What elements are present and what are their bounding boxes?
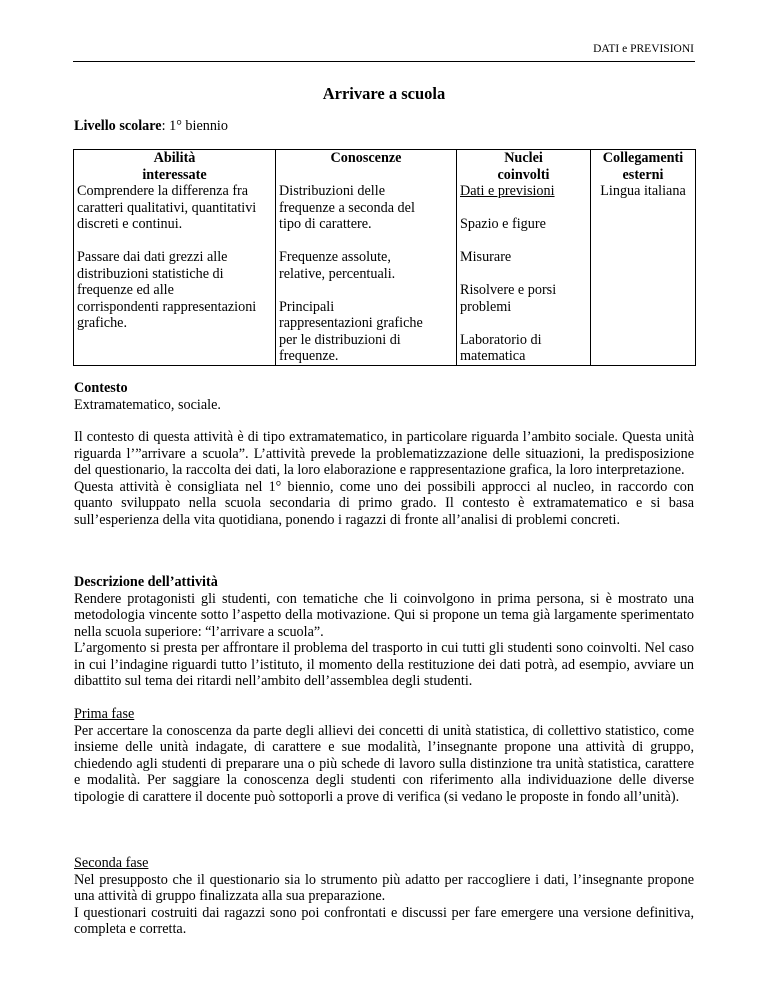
cell-nuclei: Dati e previsioni Spazio e figure Misurare Risolvere e porsi problemi Laboratorio di matematica xyxy=(457,183,591,365)
descrizione-heading: Descrizione dell’attività xyxy=(74,574,218,590)
nucleo-risolvere: Risolvere e porsi xyxy=(460,282,557,298)
prima-fase-heading: Prima fase xyxy=(74,706,135,722)
running-header: DATI e PREVISIONI xyxy=(593,43,694,55)
section-contesto xyxy=(74,380,694,528)
section-seconda-fase xyxy=(74,855,694,938)
cell-conoscenze: Distribuzioni delle frequenze a seconda del tipo di carattere. Frequenze assolute, relative, percentuali. Principali rappresentazioni grafiche per le distribuzioni di frequenze. xyxy=(276,183,457,365)
contesto-para2: Questa attività è consigliata nel 1° biennio, come uno dei possibili approcci al nucleo, in raccordo con quanto sviluppato nella scuola secondaria di primo grado. Il contesto è extramatematico e si basa sull’esperienza della vita quotidiana, ponendo i ragazzi di fronte all’analisi di problemi concreti. xyxy=(74,478,694,528)
nucleo-laboratorio: Laboratorio di xyxy=(460,331,542,348)
section-descrizione xyxy=(74,574,694,690)
header-rule xyxy=(73,61,695,62)
nucleo-dati-previsioni: Dati e previsioni xyxy=(460,183,555,199)
school-level-value: : 1° biennio xyxy=(161,118,228,134)
school-level xyxy=(74,118,228,135)
table-header-row xyxy=(74,150,696,184)
table-row xyxy=(74,183,696,365)
contesto-subtitle: Extramatematico, sociale. xyxy=(74,396,221,413)
seconda-fase-heading: Seconda fase xyxy=(74,855,149,871)
prima-fase-para: Per accertare la conoscenza da parte degli allievi dei concetti di unità statistica, di collettivo statistico, come insieme delle unità indagate, di carattere e sue modalità, l’insegnante propone una attività di gruppo, chiedendo agli studenti di preparare una o più schede di lavoro sulla distinzione tra unità statistica, carattere e modalità. Per saggiare la conoscenza degli studenti con riferimento alla individuazione delle diverse tipologie di carattere il docente può sottoporli a prove di verifica (si vedano le proposte in fondo all’unità). xyxy=(74,722,694,805)
header-conoscenze: Conoscenze xyxy=(276,150,457,184)
nucleo-misurare: Misurare xyxy=(460,249,512,265)
document-title: Arrivare a scuola xyxy=(322,84,446,103)
contesto-para1: Il contesto di questa attività è di tipo extramatematico, in particolare riguarda l’ambito sociale. Questa unità riguarda l’”arrivare a scuola”. L’attività prevede la problematizzazione delle situazioni, la predisposizione del questionario, la raccolta dei dati, la loro elaborazione e rappresentazione grafica, la loro interpretazione. xyxy=(74,429,694,478)
header-nuclei: Nuclei coinvolti xyxy=(457,150,591,184)
seconda-fase-para2: I questionari costruiti dai ragazzi sono poi confrontati e discussi per fare emergere una versione definitiva, completa e corretta. xyxy=(74,904,694,937)
header-collegamenti: Collegamenti esterni xyxy=(591,150,696,184)
section-prima-fase xyxy=(74,706,694,805)
seconda-fase-para1: Nel presupposto che il questionario sia lo strumento più adatto per raccogliere i dati, l’insegnante propone una attività di gruppo finalizzata alla sua preparazione. xyxy=(74,871,694,904)
school-level-label: Livello scolare xyxy=(74,118,162,134)
cell-collegamenti: Lingua italiana xyxy=(591,183,696,365)
descrizione-para2: L’argomento si presta per affrontare il problema del trasporto in cui tutti gli studenti sono coinvolti. Nel caso in cui l’indagine riguardi tutto l’istituto, il momento della restituzione dei dati potrà, ad esempio, avviare un dibattito sul tema dei ritardi nell’ambito dell’assemblea degli studenti. xyxy=(74,640,694,689)
competences-table xyxy=(73,149,696,366)
descrizione-para1: Rendere protagonisti gli studenti, con tematiche che li coinvolgono in prima persona, si è mostrato una metodologia vincente sotto l’aspetto della motivazione. Qui si propone un tema già largamente sperimentato nella scuola superiore: “l’arrivare a scuola”. xyxy=(74,590,694,640)
contesto-heading: Contesto xyxy=(74,380,128,396)
cell-abilita: Comprendere la differenza fra caratteri qualitativi, quantitativi discreti e continui. Passare dai dati grezzi alle distribuzioni statistiche di frequenze ed alle corrispondenti rappresentazioni grafiche. xyxy=(74,183,276,365)
header-abilita: Abilità interessate xyxy=(74,150,276,184)
nucleo-spazio-figure: Spazio e figure xyxy=(460,216,546,232)
